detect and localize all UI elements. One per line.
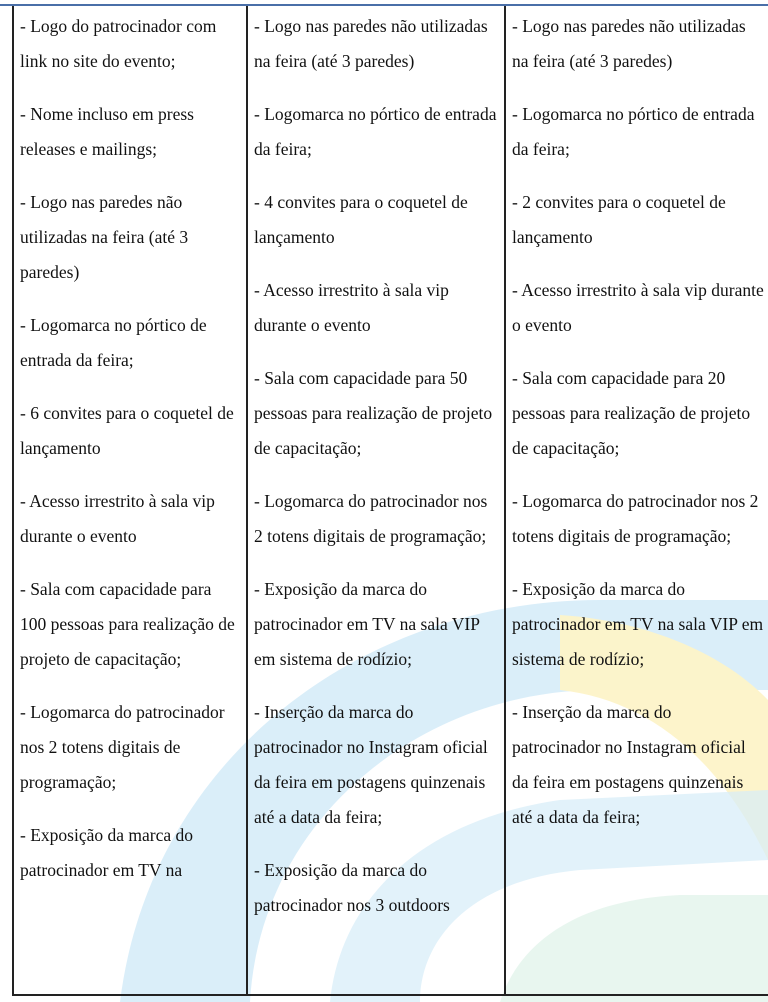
benefit-item: - Logomarca no pórtico de entrada da feira;: [20, 315, 207, 370]
column-2: [248, 6, 506, 994]
benefit-item: - Logo do patrocinador com link no site do evento;: [20, 16, 217, 71]
benefit-item: - Logomarca no pórtico de entrada da feira;: [254, 104, 497, 159]
benefit-item: - Acesso irrestrito à sala vip durante o evento: [254, 280, 449, 335]
benefit-item: - Nome incluso em press releases e mailings;: [20, 104, 194, 159]
benefit-item: - Logo nas paredes não utilizadas na feira (até 3 paredes): [20, 192, 189, 282]
benefit-item: - Inserção da marca do patrocinador no Instagram oficial da feira em postagens quinzenais até a data da feira;: [512, 702, 746, 827]
benefit-item: - Acesso irrestrito à sala vip durante o evento: [512, 280, 764, 335]
benefit-item: - Exposição da marca do patrocinador nos 3 outdoors: [254, 860, 450, 915]
benefit-item: - Sala com capacidade para 20 pessoas para realização de projeto de capacitação;: [512, 368, 751, 458]
benefit-item: - Exposição da marca do patrocinador em TV na: [20, 825, 193, 880]
column-3: [506, 6, 768, 994]
benefit-item: - Acesso irrestrito à sala vip durante o evento: [20, 491, 215, 546]
benefit-item: - Logomarca do patrocinador nos 2 totens digitais de programação;: [20, 702, 225, 792]
benefit-item: - Logo nas paredes não utilizadas na feira (até 3 paredes): [512, 16, 746, 71]
benefit-item: - 2 convites para o coquetel de lançamento: [512, 192, 726, 247]
benefit-item: - Exposição da marca do patrocinador em TV na sala VIP em sistema de rodízio;: [512, 579, 764, 669]
benefit-item: - Logomarca do patrocinador nos 2 totens digitais de programação;: [254, 491, 488, 546]
sponsorship-table: [12, 6, 768, 996]
benefit-item: - Logo nas paredes não utilizadas na feira (até 3 paredes): [254, 16, 488, 71]
benefit-item: - Sala com capacidade para 100 pessoas para realização de projeto de capacitação;: [20, 579, 235, 669]
top-rule: [0, 4, 768, 6]
benefit-item: - 6 convites para o coquetel de lançamento: [20, 403, 234, 458]
benefit-item: - Logomarca no pórtico de entrada da feira;: [512, 104, 755, 159]
benefit-item: - 4 convites para o coquetel de lançamento: [254, 192, 468, 247]
benefit-item: - Exposição da marca do patrocinador em TV na sala VIP em sistema de rodízio;: [254, 579, 480, 669]
benefit-item: - Logomarca do patrocinador nos 2 totens digitais de programação;: [512, 491, 759, 546]
benefit-item: - Sala com capacidade para 50 pessoas para realização de projeto de capacitação;: [254, 368, 493, 458]
column-1: [14, 6, 248, 994]
benefit-item: - Inserção da marca do patrocinador no Instagram oficial da feira em postagens quinzenais até a data da feira;: [254, 702, 488, 827]
